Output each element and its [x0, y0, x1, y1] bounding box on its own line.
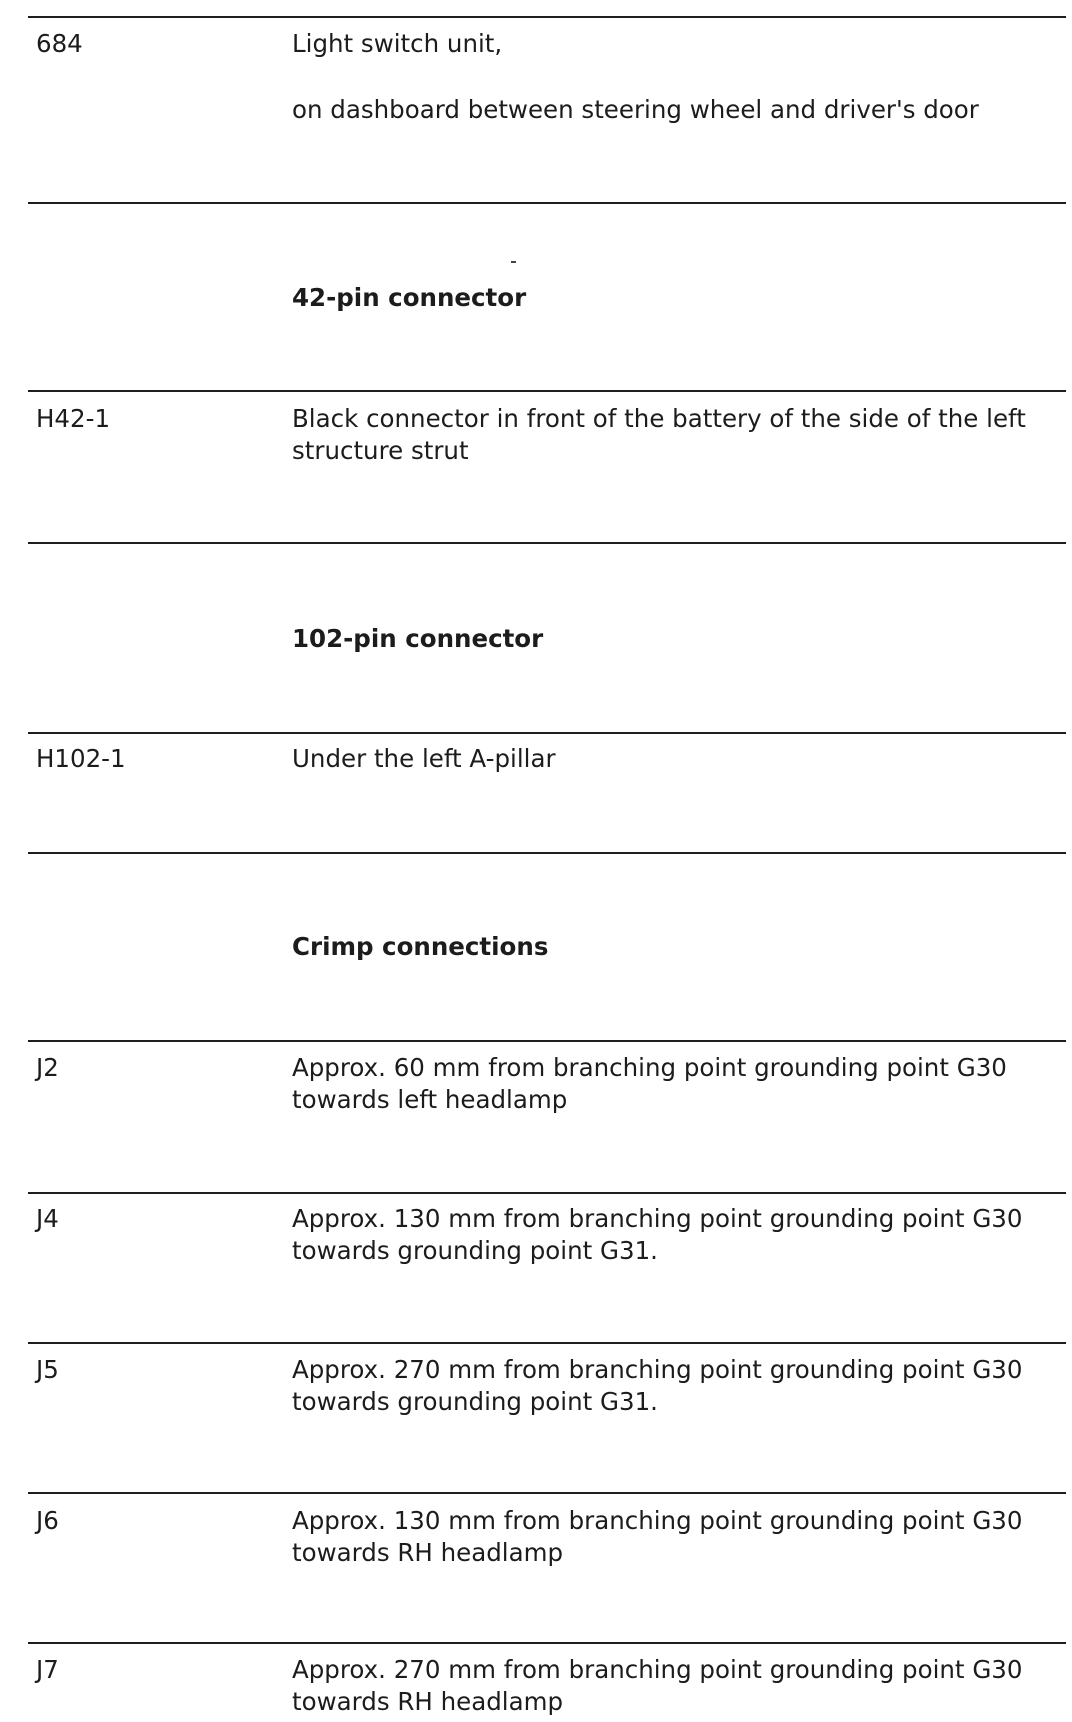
- location-line-2: on dashboard between steering wheel and driver's door: [292, 95, 979, 124]
- component-location: Approx. 130 mm from branching point grounding point G30 towards grounding point G31.: [292, 1204, 1023, 1265]
- section-heading: 102-pin connector: [292, 624, 544, 653]
- component-code: H102-1: [36, 744, 126, 773]
- scan-speck: [511, 261, 516, 263]
- row-divider: [28, 202, 1066, 204]
- row-divider: [28, 732, 1066, 734]
- component-location: [292, 28, 1062, 126]
- component-location: Black connector in front of the battery of the side of the left structure strut: [292, 404, 1026, 465]
- row-divider: [28, 1642, 1066, 1644]
- row-divider: [28, 1492, 1066, 1494]
- row-divider: [28, 1040, 1066, 1042]
- row-divider: [28, 1342, 1066, 1344]
- section-heading: 42-pin connector: [292, 283, 527, 312]
- component-location: Approx. 270 mm from branching point grounding point G30 towards RH headlamp: [292, 1655, 1023, 1716]
- row-divider: [28, 852, 1066, 854]
- component-location: Approx. 130 mm from branching point grounding point G30 towards RH headlamp: [292, 1506, 1023, 1567]
- component-code: J5: [36, 1355, 59, 1384]
- row-divider: [28, 1192, 1066, 1194]
- row-divider: [28, 390, 1066, 392]
- component-location: Approx. 270 mm from branching point grounding point G30 towards grounding point G31.: [292, 1355, 1023, 1416]
- component-code: J6: [36, 1506, 59, 1535]
- row-divider: [28, 542, 1066, 544]
- section-heading: Crimp connections: [292, 932, 549, 961]
- location-line-1: Light switch unit,: [292, 29, 503, 58]
- component-code: J2: [36, 1053, 59, 1082]
- component-location: Under the left A-pillar: [292, 744, 556, 773]
- component-code: H42-1: [36, 404, 111, 433]
- component-code: J4: [36, 1204, 59, 1233]
- table-top-rule: [28, 16, 1066, 18]
- component-location: Approx. 60 mm from branching point grounding point G30 towards left headlamp: [292, 1053, 1007, 1114]
- component-code: 684: [36, 29, 83, 58]
- component-code: J7: [36, 1655, 59, 1684]
